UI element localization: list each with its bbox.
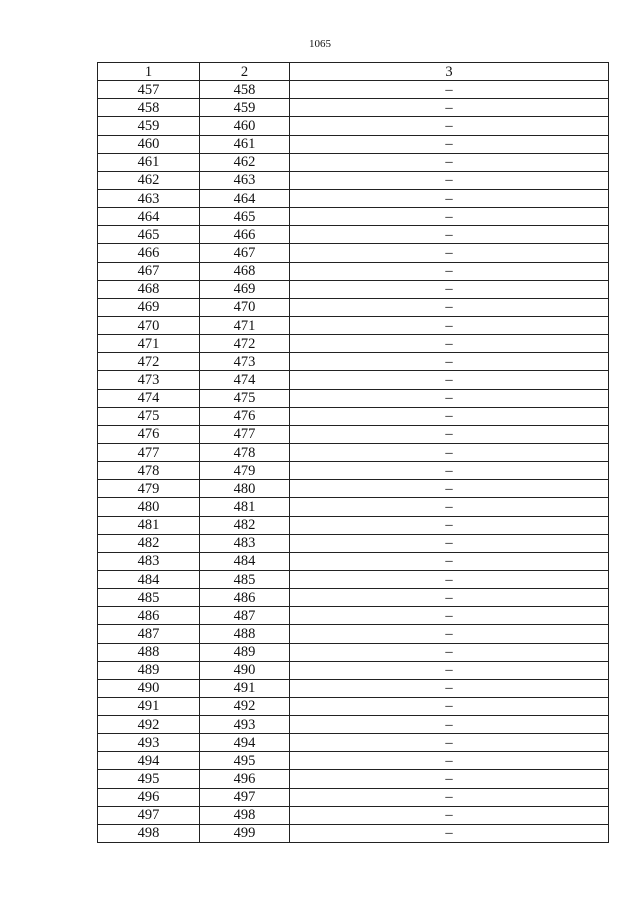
table-row <box>98 498 609 516</box>
table-cell-col-2: 477 <box>200 425 290 443</box>
table-cell-col-2: 468 <box>200 262 290 280</box>
table-cell-col-2: 486 <box>200 589 290 607</box>
table-cell-col-1: 470 <box>98 316 200 334</box>
table-cell-col-3: – <box>290 697 609 715</box>
table-cell-col-1: 485 <box>98 589 200 607</box>
table-row <box>98 171 609 189</box>
table-cell-col-1: 496 <box>98 788 200 806</box>
table-cell-col-1: 459 <box>98 117 200 135</box>
table-cell-col-2: 474 <box>200 371 290 389</box>
table-cell-col-2: 459 <box>200 99 290 117</box>
table-cell-col-1: 490 <box>98 679 200 697</box>
table-body <box>98 81 609 843</box>
table-cell-col-3: – <box>290 570 609 588</box>
table-cell-col-2: 469 <box>200 280 290 298</box>
table-cell-col-2: 491 <box>200 679 290 697</box>
table-row <box>98 607 609 625</box>
table-cell-col-3: – <box>290 226 609 244</box>
table-cell-col-3: – <box>290 208 609 226</box>
table-cell-col-1: 458 <box>98 99 200 117</box>
table-row <box>98 752 609 770</box>
table-cell-col-3: – <box>290 806 609 824</box>
table-cell-col-3: – <box>290 81 609 99</box>
table-header <box>98 63 609 81</box>
table-cell-col-3: – <box>290 316 609 334</box>
table-cell-col-2: 489 <box>200 643 290 661</box>
table-cell-col-3: – <box>290 498 609 516</box>
table-cell-col-2: 499 <box>200 824 290 842</box>
table-row <box>98 679 609 697</box>
table-cell-col-3: – <box>290 661 609 679</box>
table-row <box>98 280 609 298</box>
table-cell-col-1: 482 <box>98 534 200 552</box>
table-row <box>98 625 609 643</box>
table-cell-col-1: 489 <box>98 661 200 679</box>
table-cell-col-2: 458 <box>200 81 290 99</box>
table-cell-col-2: 463 <box>200 171 290 189</box>
column-header-1: 1 <box>98 63 200 81</box>
table-cell-col-2: 466 <box>200 226 290 244</box>
table-cell-col-3: – <box>290 552 609 570</box>
table-cell-col-1: 484 <box>98 570 200 588</box>
table-cell-col-1: 466 <box>98 244 200 262</box>
table-cell-col-3: – <box>290 643 609 661</box>
table-cell-col-3: – <box>290 679 609 697</box>
table-row <box>98 81 609 99</box>
table-row <box>98 443 609 461</box>
table-row <box>98 371 609 389</box>
table-cell-col-2: 476 <box>200 407 290 425</box>
table-cell-col-1: 460 <box>98 135 200 153</box>
table-row <box>98 552 609 570</box>
table-cell-col-2: 467 <box>200 244 290 262</box>
table-cell-col-3: – <box>290 335 609 353</box>
table-row <box>98 824 609 842</box>
table-cell-col-2: 479 <box>200 462 290 480</box>
table-cell-col-1: 471 <box>98 335 200 353</box>
table-row <box>98 353 609 371</box>
table-cell-col-1: 469 <box>98 298 200 316</box>
table-cell-col-2: 497 <box>200 788 290 806</box>
table-cell-col-1: 468 <box>98 280 200 298</box>
table-cell-col-1: 461 <box>98 153 200 171</box>
table-cell-col-2: 473 <box>200 353 290 371</box>
table-cell-col-1: 495 <box>98 770 200 788</box>
table-cell-col-1: 479 <box>98 480 200 498</box>
table-cell-col-2: 461 <box>200 135 290 153</box>
table-cell-col-2: 490 <box>200 661 290 679</box>
table-cell-col-2: 483 <box>200 534 290 552</box>
table-cell-col-1: 477 <box>98 443 200 461</box>
table-cell-col-3: – <box>290 280 609 298</box>
table-cell-col-1: 457 <box>98 81 200 99</box>
table-cell-col-3: – <box>290 462 609 480</box>
table-cell-col-2: 470 <box>200 298 290 316</box>
table-cell-col-3: – <box>290 244 609 262</box>
table-row <box>98 99 609 117</box>
table-cell-col-3: – <box>290 189 609 207</box>
table-row <box>98 117 609 135</box>
table-cell-col-3: – <box>290 607 609 625</box>
header-row <box>98 63 609 81</box>
column-header-2: 2 <box>200 63 290 81</box>
table-cell-col-3: – <box>290 716 609 734</box>
table-cell-col-2: 492 <box>200 697 290 715</box>
table-cell-col-1: 474 <box>98 389 200 407</box>
table-row <box>98 534 609 552</box>
table-cell-col-3: – <box>290 625 609 643</box>
table-cell-col-3: – <box>290 534 609 552</box>
table-cell-col-1: 480 <box>98 498 200 516</box>
table-cell-col-3: – <box>290 117 609 135</box>
table-row <box>98 153 609 171</box>
table-cell-col-3: – <box>290 135 609 153</box>
table-cell-col-3: – <box>290 171 609 189</box>
table-cell-col-3: – <box>290 752 609 770</box>
table-cell-col-2: 462 <box>200 153 290 171</box>
table-row <box>98 208 609 226</box>
table-cell-col-1: 483 <box>98 552 200 570</box>
table-cell-col-2: 495 <box>200 752 290 770</box>
table-cell-col-1: 498 <box>98 824 200 842</box>
table-cell-col-2: 496 <box>200 770 290 788</box>
table-cell-col-1: 462 <box>98 171 200 189</box>
table-cell-col-1: 497 <box>98 806 200 824</box>
table-cell-col-2: 498 <box>200 806 290 824</box>
table-cell-col-2: 494 <box>200 734 290 752</box>
table-row <box>98 407 609 425</box>
table-row <box>98 135 609 153</box>
table-cell-col-1: 472 <box>98 353 200 371</box>
table-cell-col-1: 491 <box>98 697 200 715</box>
page-number: 1065 <box>309 38 331 50</box>
table-cell-col-2: 460 <box>200 117 290 135</box>
table-cell-col-3: – <box>290 443 609 461</box>
table-cell-col-1: 494 <box>98 752 200 770</box>
table-row <box>98 335 609 353</box>
table-cell-col-3: – <box>290 353 609 371</box>
table-cell-col-2: 464 <box>200 189 290 207</box>
table-cell-col-3: – <box>290 389 609 407</box>
table-cell-col-1: 487 <box>98 625 200 643</box>
table-cell-col-2: 475 <box>200 389 290 407</box>
table-row <box>98 226 609 244</box>
table-row <box>98 570 609 588</box>
table-row <box>98 589 609 607</box>
table-row <box>98 316 609 334</box>
table-cell-col-1: 463 <box>98 189 200 207</box>
table-cell-col-1: 493 <box>98 734 200 752</box>
table-cell-col-3: – <box>290 734 609 752</box>
table-row <box>98 462 609 480</box>
table-cell-col-1: 492 <box>98 716 200 734</box>
table-row <box>98 734 609 752</box>
table-row <box>98 389 609 407</box>
table-cell-col-2: 485 <box>200 570 290 588</box>
table-cell-col-1: 465 <box>98 226 200 244</box>
table-cell-col-3: – <box>290 153 609 171</box>
table-cell-col-3: – <box>290 589 609 607</box>
table-cell-col-3: – <box>290 371 609 389</box>
data-table <box>97 62 609 843</box>
table-cell-col-3: – <box>290 516 609 534</box>
table-row <box>98 697 609 715</box>
table-cell-col-3: – <box>290 425 609 443</box>
table-cell-col-3: – <box>290 407 609 425</box>
table-row <box>98 480 609 498</box>
table-cell-col-1: 488 <box>98 643 200 661</box>
table-cell-col-3: – <box>290 480 609 498</box>
column-header-3: 3 <box>290 63 609 81</box>
table-row <box>98 770 609 788</box>
table-row <box>98 716 609 734</box>
table-cell-col-1: 478 <box>98 462 200 480</box>
table-cell-col-3: – <box>290 262 609 280</box>
table-cell-col-2: 481 <box>200 498 290 516</box>
table-cell-col-2: 484 <box>200 552 290 570</box>
table-cell-col-1: 473 <box>98 371 200 389</box>
table-cell-col-2: 471 <box>200 316 290 334</box>
table-cell-col-2: 472 <box>200 335 290 353</box>
table-cell-col-2: 482 <box>200 516 290 534</box>
table-row <box>98 643 609 661</box>
table-row <box>98 244 609 262</box>
table-cell-col-2: 465 <box>200 208 290 226</box>
table-cell-col-1: 481 <box>98 516 200 534</box>
table-cell-col-1: 486 <box>98 607 200 625</box>
table-cell-col-3: – <box>290 770 609 788</box>
table-cell-col-2: 488 <box>200 625 290 643</box>
table-cell-col-2: 480 <box>200 480 290 498</box>
table-row <box>98 516 609 534</box>
table-cell-col-3: – <box>290 788 609 806</box>
table-row <box>98 189 609 207</box>
table-cell-col-1: 475 <box>98 407 200 425</box>
table-row <box>98 425 609 443</box>
table-cell-col-1: 476 <box>98 425 200 443</box>
table-cell-col-1: 464 <box>98 208 200 226</box>
table-row <box>98 262 609 280</box>
table-row <box>98 298 609 316</box>
table-cell-col-3: – <box>290 99 609 117</box>
table-cell-col-1: 467 <box>98 262 200 280</box>
table-cell-col-2: 487 <box>200 607 290 625</box>
table-row <box>98 788 609 806</box>
table-row <box>98 806 609 824</box>
table-row <box>98 661 609 679</box>
table-cell-col-3: – <box>290 824 609 842</box>
table-cell-col-2: 478 <box>200 443 290 461</box>
table-cell-col-3: – <box>290 298 609 316</box>
table-cell-col-2: 493 <box>200 716 290 734</box>
